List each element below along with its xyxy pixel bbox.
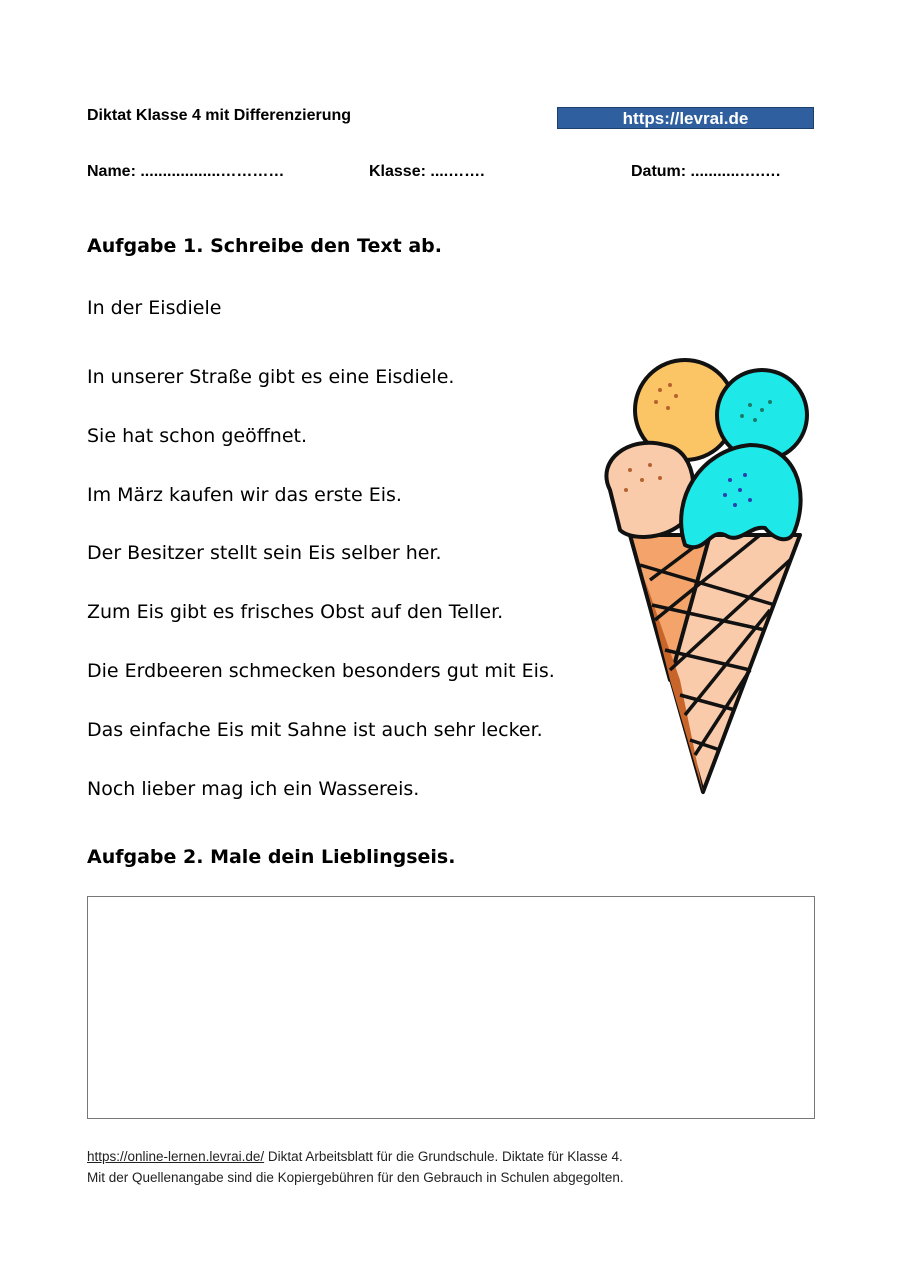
site-badge[interactable]: https://levrai.de: [557, 107, 814, 129]
scoop-cyan-front: [681, 445, 800, 547]
sentence: Der Besitzer stellt sein Eis selber her.: [87, 542, 442, 564]
footer-line-1-text: Diktat Arbeitsblatt für die Grundschule. Diktate für Klasse 4.: [264, 1149, 623, 1164]
sentence: Im März kaufen wir das erste Eis.: [87, 484, 402, 506]
date-field: Datum: ...........….….: [631, 163, 781, 180]
sentence: Das einfache Eis mit Sahne ist auch sehr lecker.: [87, 719, 543, 741]
sentence: Sie hat schon geöffnet.: [87, 425, 308, 447]
name-field: Name: ..................…………: [87, 163, 285, 180]
sentence: In unserer Straße gibt es eine Eisdiele.: [87, 366, 455, 388]
task2-heading: Aufgabe 2. Male dein Lieblingseis.: [87, 846, 456, 868]
sentence: Noch lieber mag ich ein Wassereis.: [87, 778, 420, 800]
text-title: In der Eisdiele: [87, 297, 222, 319]
sentence: Die Erdbeeren schmecken besonders gut mit Eis.: [87, 660, 555, 682]
sentence: Zum Eis gibt es frisches Obst auf den Teller.: [87, 601, 504, 623]
class-field: Klasse: ....…….: [369, 163, 485, 180]
footer-line-1: [87, 1149, 623, 1164]
footer-link[interactable]: https://online-lernen.levrai.de/: [87, 1149, 265, 1164]
drawing-area[interactable]: [87, 896, 815, 1119]
footer-line-2: Mit der Quellenangabe sind die Kopiergebühren für den Gebrauch in Schulen abgegolten.: [87, 1170, 624, 1185]
ice-cream-illustration: [590, 350, 820, 800]
worksheet-title: Diktat Klasse 4 mit Differenzierung: [87, 107, 352, 124]
task1-heading: Aufgabe 1. Schreibe den Text ab.: [87, 235, 442, 257]
